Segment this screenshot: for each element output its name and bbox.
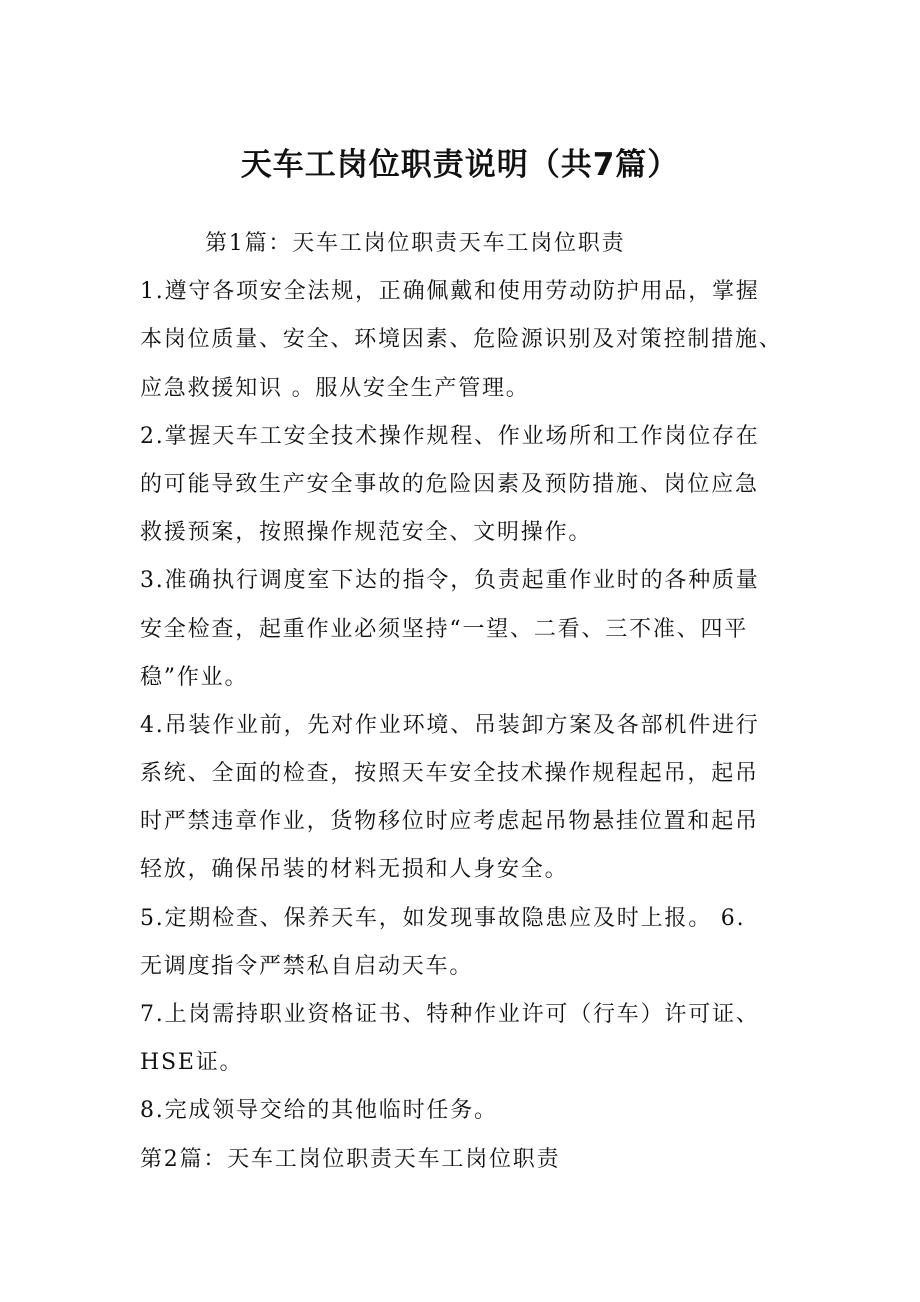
document-title: 天车工岗位职责说明（共7篇） [240,147,680,183]
paragraph-line: 4.吊装作业前，先对作业环境、吊装卸方案及各部机件进行 [140,712,760,738]
paragraph-line: 8.完成领导交给的其他临时任务。 [140,1098,498,1124]
paragraph-line: 系统、全面的检查，按照天车安全技术操作规程起吊，起吊 [140,761,759,787]
paragraph-line: 3.准确执行调度室下达的指令，负责起重作业时的各种质量 [140,568,760,594]
paragraph-line: 稳”作业。 [140,664,249,690]
paragraph-line: 安全检查，起重作业必须坚持“一望、二看、三不准、四平 [140,616,749,642]
document-body [140,220,800,1184]
paragraph-line: 的可能导致生产安全事故的危险因素及预防措施、岗位应急 [140,471,759,497]
paragraph-line: 7.上岗需持职业资格证书、特种作业许可（行车）许可证、 [140,1002,760,1027]
paragraph-line: 5.定期检查、保养天车，如发现事故隐患应及时上报。 6. [140,905,746,931]
paragraph-line: 2.掌握天车工安全技术操作规程、作业场所和工作岗位存在 [140,423,760,449]
paragraph-line: HSE证。 [140,1050,244,1076]
paragraph-line: 轻放，确保吊装的材料无损和人身安全。 [140,857,569,883]
paragraph-line: 救援预案，按照操作规范安全、文明操作。 [140,520,593,546]
paragraph-line: 本岗位质量、安全、环境因素、危险源识别及对策控制措施、 [140,327,783,353]
paragraph-line: 1.遵守各项安全法规，正确佩戴和使用劳动防护用品，掌握 [140,279,760,305]
paragraph-line: 时严禁违章作业，货物移位时应考虑起吊物悬挂位置和起吊 [140,809,759,835]
section-heading: 第1篇：天车工岗位职责天车工岗位职责 [205,231,626,256]
section-heading: 第2篇：天车工岗位职责天车工岗位职责 [140,1146,561,1172]
paragraph-line: 应急救援知识 。服从安全生产管理。 [140,375,530,401]
paragraph-line: 无调度指令严禁私自启动天车。 [140,953,474,979]
